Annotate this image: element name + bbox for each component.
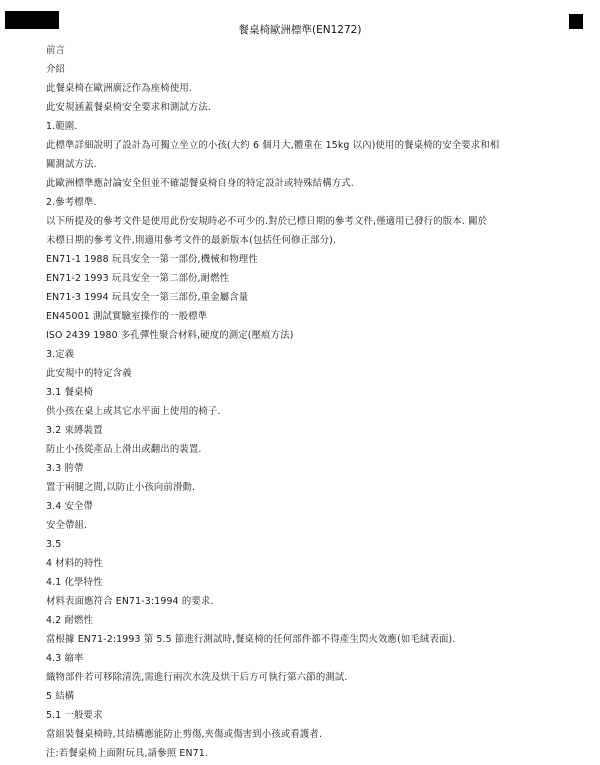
paragraph-line: 此標準詳細說明了設計為可獨立坐立的小孩(大約 6 個月大,體重在 15kg 以內)使用的餐桌椅的安全要求和相 — [46, 140, 500, 151]
paragraph-line: 當組裝餐桌椅時,其結構應能防止剪傷,夾傷或傷害到小孩或看護者. — [46, 729, 323, 740]
reference-item: EN45001 測試實驗室操作的一般標準 — [46, 311, 208, 322]
paragraph-line: 當根據 EN71-2:1993 第 5.5 節進行測試時,餐桌椅的任何部件都不得產生閃火效應(如毛絨表面). — [46, 634, 456, 645]
paragraph-line: 置于兩腿之間,以防止小孩向前滑動. — [46, 482, 196, 493]
note-line: 注:若餐桌椅上面附玩具,請參照 EN71. — [46, 748, 208, 759]
document-body — [46, 41, 546, 763]
section-heading-materials: 4 材料的特性 — [46, 558, 103, 569]
document-title: 餐桌椅歐洲標準(EN1272) — [238, 24, 362, 36]
subsection-heading: 4.1 化學特性 — [46, 577, 103, 588]
section-heading-definitions: 3.定義 — [46, 349, 75, 360]
paragraph-line: 以下所提及的參考文件是使用此份安規時必不可少的.對於已標日期的參考文件,僅適用已發行的版本. 關於 — [46, 216, 488, 227]
reference-item: EN71-2 1993 玩具安全一第二部份,耐燃性 — [46, 273, 230, 284]
heading-preface: 前言 — [46, 45, 66, 56]
paragraph-line: 關測試方法. — [46, 159, 97, 170]
subsection-heading: 3.4 安全帶 — [46, 501, 94, 512]
section-heading-references: 2.參考標準. — [46, 197, 97, 208]
heading-introduction: 介紹 — [46, 64, 66, 75]
paragraph-line: 未標日期的參考文件,則適用參考文件的最新版本(包括任何修正部分). — [46, 235, 337, 246]
subsection-heading: 4.3 縮率 — [46, 653, 84, 664]
paragraph-line: 此安規涵蓋餐桌椅安全要求和測試方法. — [46, 102, 212, 113]
reference-item: ISO 2439 1980 多孔彈性聚合材料,硬度的測定(壓痕方法) — [46, 330, 294, 341]
subsection-heading: 3.1 餐桌椅 — [46, 387, 94, 398]
paragraph-line: 材料表面應符合 EN71-3:1994 的要求. — [46, 596, 214, 607]
paragraph-line: 供小孩在桌上或其它水平面上使用的椅子. — [46, 406, 221, 417]
subsection-heading: 3.3 胯帶 — [46, 463, 84, 474]
subsection-heading: 3.5 — [46, 539, 62, 550]
reference-item: EN71-3 1994 玩具安全一第三部份,重金屬含量 — [46, 292, 249, 303]
paragraph-line: 織物部件若可移除清洗,需進行兩次水洗及烘干后方可執行第六節的測試. — [46, 672, 348, 683]
section-heading-structure: 5 結構 — [46, 691, 75, 702]
paragraph-line: 防止小孩從產品上滑出或翻出的裝置. — [46, 444, 202, 455]
subsection-heading: 5.1 一般要求 — [46, 710, 103, 721]
reference-item: EN71-1 1988 玩具安全一第一部份,機械和物理性 — [46, 254, 258, 265]
paragraph-line: 此歐洲標準應討論安全但並不確認餐桌椅自身的特定設計或特殊結構方式. — [46, 178, 354, 189]
paragraph-line: 此餐桌椅在歐洲廣泛作為座椅使用. — [46, 83, 193, 94]
paragraph-line: 安全帶組. — [46, 520, 88, 531]
section-heading-scope: 1.範圍. — [46, 121, 78, 132]
paragraph-line: 此安規中的特定含義 — [46, 368, 132, 379]
subsection-heading: 3.2 束縛裝置 — [46, 425, 103, 436]
subsection-heading: 4.2 耐燃性 — [46, 615, 94, 626]
